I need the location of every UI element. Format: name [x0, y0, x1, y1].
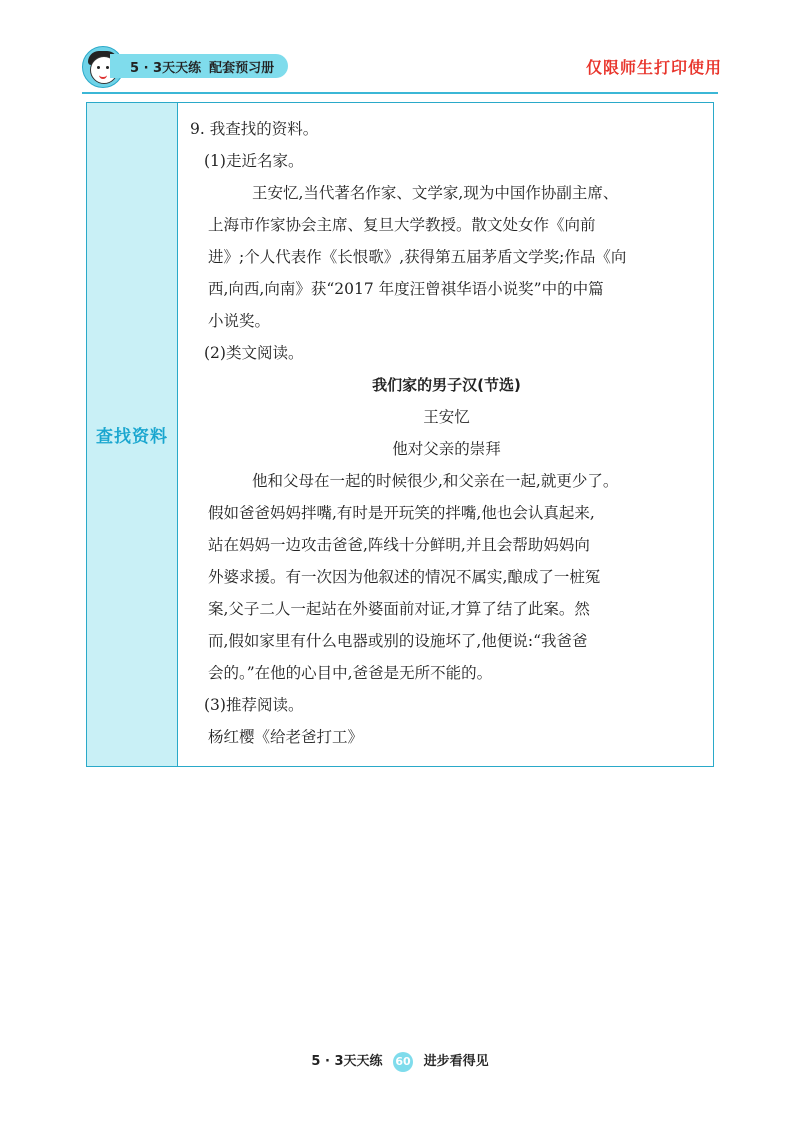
section-content-cell — [178, 103, 713, 766]
article-author: 王安忆 — [423, 408, 470, 426]
recommended-reading: 杨红樱《给老爸打工》 — [208, 728, 364, 746]
article-line: 外婆求援。有一次因为他叙述的情况不属实,酿成了一桩冤 — [208, 568, 601, 586]
brand-subtitle: 配套预习册 — [209, 60, 275, 76]
page-footer — [0, 1050, 800, 1072]
header-divider — [82, 92, 718, 94]
article-line: 他和父母在一起的时候很少,和父亲在一起,就更少了。 — [252, 472, 619, 490]
question-title: 9. 我查找的资料。 — [190, 120, 319, 138]
subsection-2-label: (2)类文阅读。 — [204, 344, 304, 362]
author-intro — [190, 177, 703, 337]
article-line: 假如爸爸妈妈拌嘴,有时是开玩笑的拌嘴,他也会认真起来, — [208, 504, 595, 522]
article-line: 会的。”在他的心目中,爸爸是无所不能的。 — [208, 664, 493, 682]
author-intro-line: 小说奖。 — [208, 312, 271, 330]
brand-name: 5 · 3天天练 — [130, 60, 202, 76]
page-number: 60 — [393, 1052, 413, 1072]
print-notice: 仅限师生打印使用 — [585, 58, 722, 77]
footer-brand: 5 · 3天天练 — [311, 1054, 383, 1069]
subsection-1-label: (1)走近名家。 — [204, 152, 304, 170]
article-line: 而,假如家里有什么电器或别的设施坏了,他便说:“我爸爸 — [208, 632, 588, 650]
article-subtitle: 他对父亲的崇拜 — [392, 440, 501, 458]
author-intro-line: 上海市作家协会主席、复旦大学教授。散文处女作《向前 — [208, 216, 596, 234]
footer-slogan: 进步看得见 — [423, 1054, 489, 1069]
author-intro-line: 王安忆,当代著名作家、文学家,现为中国作协副主席、 — [252, 184, 619, 202]
article-title: 我们家的男子汉(节选) — [372, 376, 521, 394]
author-intro-line: 西,向西,向南》获“2017 年度汪曾祺华语小说奖”中的中篇 — [208, 280, 604, 298]
article-line: 站在妈妈一边攻击爸爸,阵线十分鲜明,并且会帮助妈妈向 — [208, 536, 590, 554]
brand-banner — [110, 54, 288, 78]
section-label-cell — [87, 103, 178, 766]
page-header — [0, 0, 800, 100]
article-body — [190, 465, 703, 689]
subsection-3-label: (3)推荐阅读。 — [204, 696, 304, 714]
resource-table — [86, 102, 714, 767]
section-label: 查找资料 — [96, 427, 168, 447]
author-intro-line: 进》;个人代表作《长恨歌》,获得第五届茅盾文学奖;作品《向 — [208, 248, 627, 266]
article-line: 案,父子二人一起站在外婆面前对证,才算了结了此案。然 — [208, 600, 590, 618]
